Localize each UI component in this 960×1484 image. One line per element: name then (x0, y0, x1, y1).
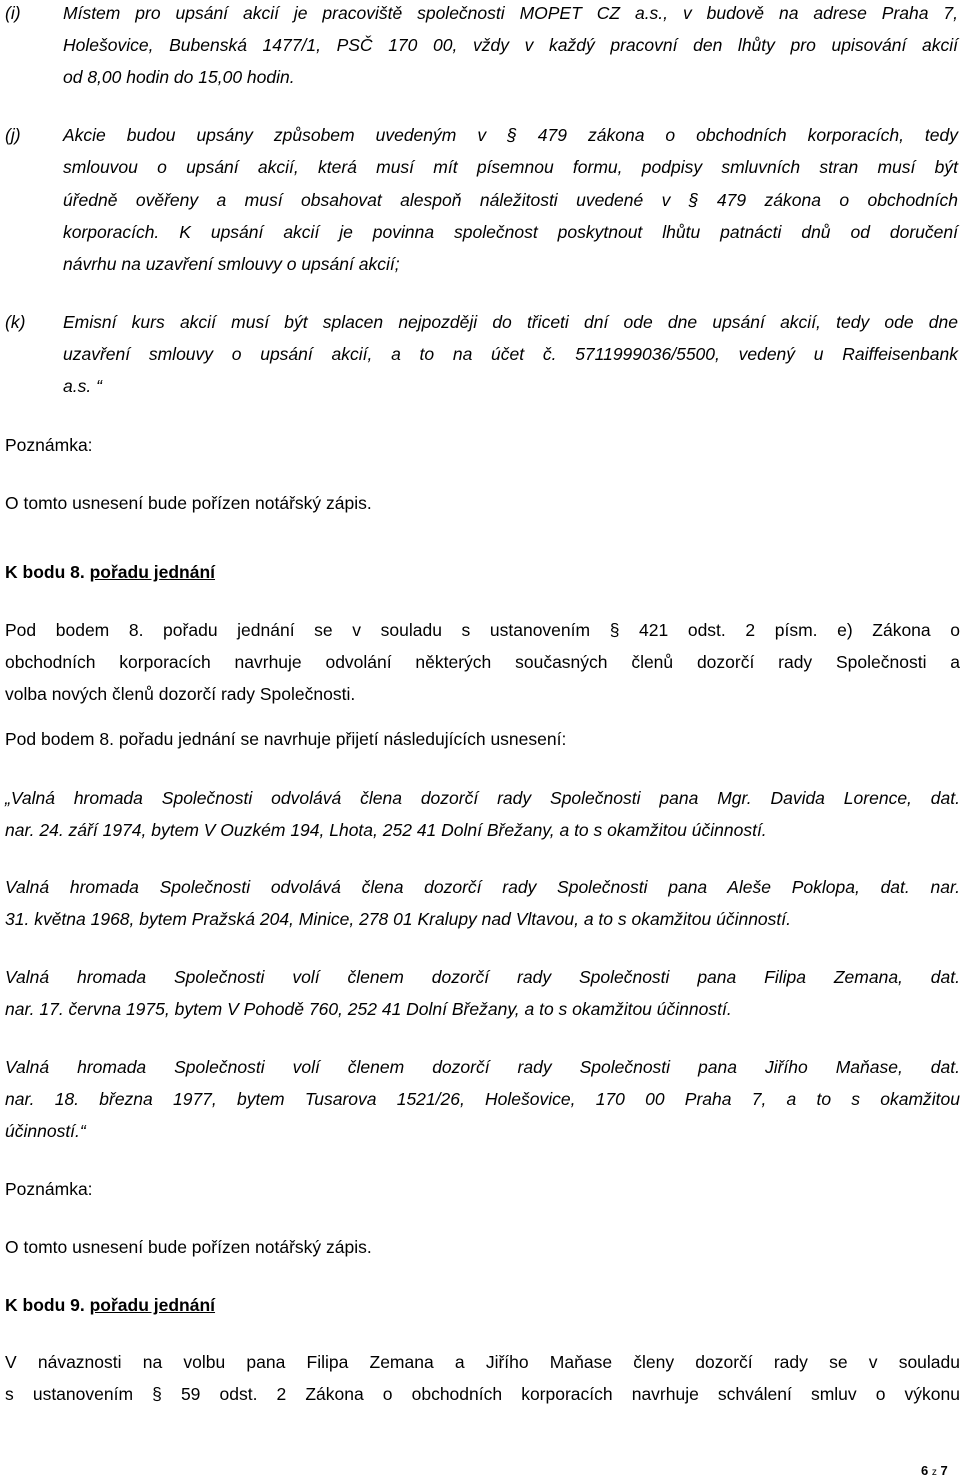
item-k-line-3: a.s. “ (63, 376, 102, 396)
item-label-j: (j) (5, 125, 21, 145)
resolution-4-line-3: účinností.“ (5, 1121, 86, 1141)
section-9-line-1: V návaznosti na volbu pana Filipa Zemana a Jiřího Maňase členy dozorčí rady se v souladu (5, 1352, 960, 1372)
item-i-line-2: Holešovice, Bubenská 1477/1, PSČ 170 00, vždy v každý pracovní den lhůty pro upisování akcií (63, 35, 958, 55)
section-8-intro-line-1: Pod bodem 8. pořadu jednání se v souladu s ustanovením § 421 odst. 2 písm. e) Zákona o (5, 620, 960, 640)
note-text-2: O tomto usnesení bude pořízen notářský zápis. (5, 1237, 372, 1257)
section-9-heading-rest: pořadu jednání (89, 1295, 216, 1315)
resolution-3-line-1: Valná hromada Společnosti volí členem dozorčí rady Společnosti pana Filipa Zemana, dat. (5, 967, 960, 987)
section-8-heading (5, 561, 215, 583)
note-label-2: Poznámka: (5, 1179, 93, 1199)
item-j-line-4: korporacích. K upsání akcií je povinna společnost poskytnout lhůtu patnácti dnů od doručení (63, 222, 958, 242)
page-total: 7 (940, 1463, 948, 1478)
section-8-intro-line-3: volba nových členů dozorčí rady Společnosti. (5, 684, 356, 704)
item-i-line-1: Místem pro upsání akcií je pracoviště společnosti MOPET CZ a.s., v budově na adrese Praha 7, (63, 3, 958, 23)
item-k-line-2: uzavření smlouvy o upsání akcií, a to na účet č. 5711999036/5500, vedený u Raiffeisenbank (63, 344, 958, 364)
resolution-4-line-2: nar. 18. března 1977, bytem Tusarova 1521/26, Holešovice, 170 00 Praha 7, a to s okamžitou (5, 1089, 960, 1109)
note-label-1: Poznámka: (5, 435, 93, 455)
resolution-1-line-1: „Valná hromada Společnosti odvolává člena dozorčí rady Společnosti pana Mgr. Davida Lorence, dat. (5, 788, 960, 808)
note-text-1: O tomto usnesení bude pořízen notářský zápis. (5, 493, 372, 513)
item-i-line-3: od 8,00 hodin do 15,00 hodin. (63, 67, 295, 87)
page-separator: z (931, 1467, 937, 1478)
section-9-heading-prefix: K bodu 9. (5, 1295, 85, 1315)
item-label-i: (i) (5, 3, 21, 23)
resolution-1-line-2: nar. 24. září 1974, bytem V Ouzkém 194, Lhota, 252 41 Dolní Břežany, a to s okamžitou účinností. (5, 820, 767, 840)
section-8-heading-rest: pořadu jednání (89, 562, 216, 582)
item-label-k: (k) (5, 312, 26, 332)
item-k-line-1: Emisní kurs akcií musí být splacen nejpozději do třiceti dní ode dne upsání akcií, tedy ode dne (63, 312, 958, 332)
resolution-2-line-1: Valná hromada Společnosti odvolává člena dozorčí rady Společnosti pana Aleše Poklopa, dat. nar. (5, 877, 960, 897)
resolution-4-line-1: Valná hromada Společnosti volí členem dozorčí rady Společnosti pana Jiřího Maňase, dat. (5, 1057, 960, 1077)
resolution-3-line-2: nar. 17. června 1975, bytem V Pohodě 760, 252 41 Dolní Břežany, a to s okamžitou účinností. (5, 999, 732, 1019)
item-j-line-2: smlouvou o upsání akcií, která musí mít písemnou formu, podpisy smluvních stran musí být (63, 157, 958, 177)
item-j-line-5: návrhu na uzavření smlouvy o upsání akcií; (63, 254, 400, 274)
resolution-2-line-2: 31. května 1968, bytem Pražská 204, Minice, 278 01 Kralupy nad Vltavou, a to s okamžitou účinností. (5, 909, 792, 929)
section-8-heading-prefix: K bodu 8. (5, 562, 85, 582)
section-9-line-2: s ustanovením § 59 odst. 2 Zákona o obchodních korporacích navrhuje schválení smluv o výkonu (5, 1384, 960, 1404)
section-8-intro-line-2: obchodních korporacích navrhuje odvolání některých současných členů dozorčí rady Společnosti a (5, 652, 960, 672)
page-current: 6 (921, 1463, 929, 1478)
section-9-heading (5, 1294, 215, 1316)
item-j-line-3: úředně ověřeny a musí obsahovat alespoň náležitosti uvedené v § 479 zákona o obchodních (63, 190, 958, 210)
section-8-proposal-intro: Pod bodem 8. pořadu jednání se navrhuje přijetí následujících usnesení: (5, 729, 567, 749)
item-j-line-1: Akcie budou upsány způsobem uvedeným v § 479 zákona o obchodních korporacích, tedy (63, 125, 958, 145)
page-number (921, 1463, 948, 1481)
